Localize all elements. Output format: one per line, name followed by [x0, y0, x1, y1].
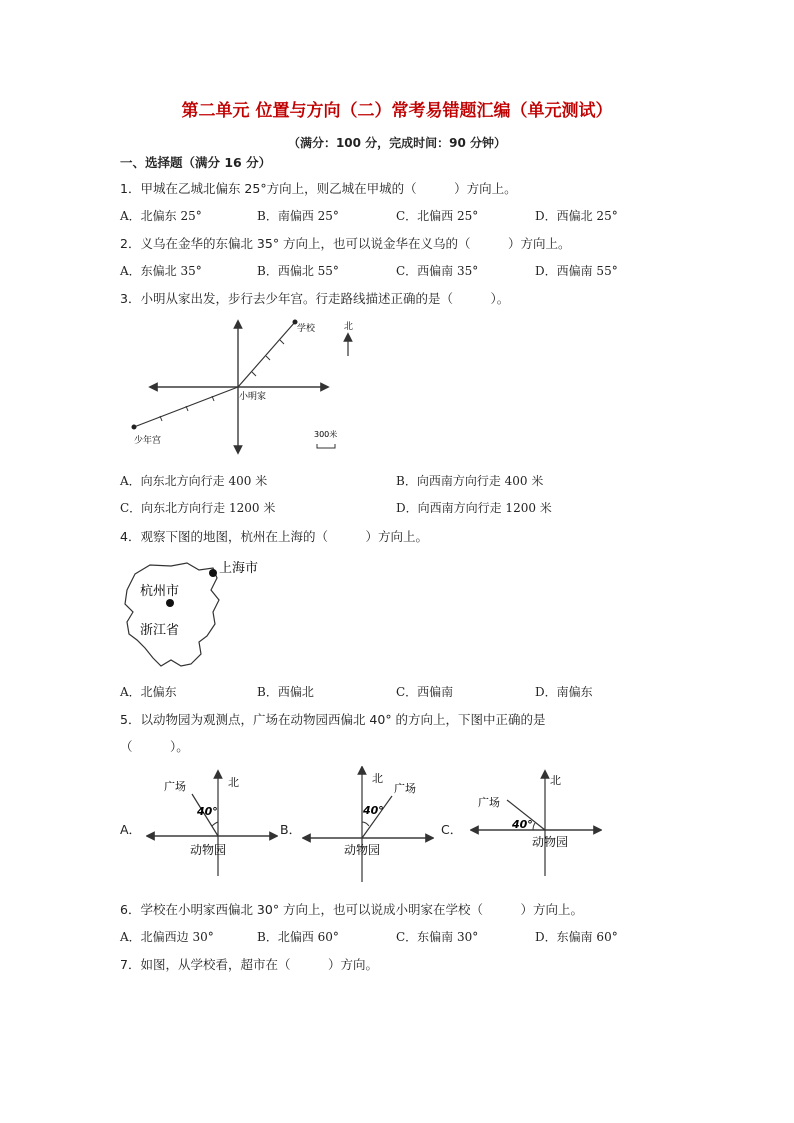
q2-option-c[interactable]: C．西偏南 35° — [396, 264, 479, 278]
q5-figure-b — [302, 766, 434, 886]
zoo-label: 动物园 — [344, 843, 381, 857]
question-5-cont: （ ）。 — [120, 739, 189, 754]
q1-option-b[interactable]: B．南偏西 25° — [257, 209, 339, 223]
route-to-school — [238, 322, 295, 387]
q4-option-b[interactable]: B．西偏北 — [257, 685, 314, 699]
q1-option-a[interactable]: A．北偏东 25° — [120, 209, 202, 223]
question-2: 2．义乌在金华的东偏北 35° 方向上，也可以说金华在义乌的（ ）方向上。 — [120, 236, 571, 251]
q5-option-b-label[interactable]: B． — [280, 822, 302, 837]
shanghai-dot — [209, 569, 217, 577]
north-label: 北 — [228, 776, 239, 789]
square-label: 广场 — [478, 796, 500, 809]
q6-option-a[interactable]: A．北偏西边 30° — [120, 930, 214, 944]
question-3: 3．小明从家出发，步行去少年宫。行走路线描述正确的是（ ）。 — [120, 291, 510, 306]
north-label: 北 — [372, 772, 383, 785]
q2-option-b[interactable]: B．西偏北 55° — [257, 264, 339, 278]
zhejiang-label: 浙江省 — [140, 623, 180, 638]
palace-point — [132, 425, 137, 430]
square-label: 广场 — [394, 782, 416, 795]
zoo-label: 动物园 — [190, 843, 227, 857]
q2-option-a[interactable]: A．东偏北 35° — [120, 264, 202, 278]
hangzhou-dot — [166, 599, 174, 607]
q3-option-b[interactable]: B．向西南方向行走 400 米 — [396, 474, 544, 488]
scale-bar — [317, 444, 335, 448]
q5-option-c-label[interactable]: C． — [441, 822, 463, 837]
angle-label: 40° — [197, 805, 218, 818]
q1-option-d[interactable]: D．西偏北 25° — [535, 209, 618, 223]
q3-option-c[interactable]: C．向东北方向行走 1200 米 — [120, 501, 276, 515]
scale-label: 300米 — [314, 430, 338, 439]
q4-option-d[interactable]: D．南偏东 — [535, 685, 593, 699]
angle-arc — [533, 823, 535, 830]
north-label: 北 — [344, 322, 354, 332]
q6-option-c[interactable]: C．东偏南 30° — [396, 930, 479, 944]
route-figure — [125, 312, 375, 462]
question-4: 4．观察下图的地图，杭州在上海的（ ）方向上。 — [120, 529, 428, 544]
q5-figure-c — [470, 768, 602, 880]
question-7: 7．如图，从学校看，超市在（ ）方向。 — [120, 957, 378, 972]
q6-option-d[interactable]: D．东偏南 60° — [535, 930, 618, 944]
section-heading: 一、选择题（满分 16 分） — [120, 155, 272, 170]
angle-label: 40° — [363, 804, 384, 817]
q1-option-c[interactable]: C．北偏西 25° — [396, 209, 479, 223]
q6-option-b[interactable]: B．北偏西 60° — [257, 930, 339, 944]
q3-option-d[interactable]: D．向西南方向行走 1200 米 — [396, 501, 552, 515]
palace-label: 少年宫 — [134, 436, 162, 446]
page-subtitle: （满分：100 分，完成时间：90 分钟） — [287, 136, 507, 150]
zoo-label: 动物园 — [532, 835, 569, 849]
question-5: 5．以动物园为观测点，广场在动物园西偏北 40° 的方向上，下图中正确的是 — [120, 712, 546, 727]
hangzhou-label: 杭州市 — [140, 584, 180, 599]
page-title: 第二单元 位置与方向（二）常考易错题汇编（单元测试） — [181, 101, 613, 121]
angle-arc — [362, 822, 369, 826]
angle-arc — [212, 822, 218, 826]
q2-option-d[interactable]: D．西偏南 55° — [535, 264, 618, 278]
question-1: 1．甲城在乙城北偏东 25°方向上，则乙城在甲城的（ ）方向上。 — [120, 181, 517, 196]
question-6: 6．学校在小明家西偏北 30° 方向上，也可以说成小明家在学校（ ）方向上。 — [120, 902, 584, 917]
shanghai-label: 上海市 — [219, 561, 259, 576]
route-ticks — [160, 340, 284, 421]
q4-option-c[interactable]: C．西偏南 — [396, 685, 454, 699]
school-label: 学校 — [297, 324, 316, 334]
q3-option-a[interactable]: A．向东北方向行走 400 米 — [120, 474, 268, 488]
home-label: 小明家 — [239, 392, 267, 402]
angle-label: 40° — [512, 818, 533, 831]
square-label: 广场 — [164, 780, 186, 793]
province-outline — [125, 563, 219, 666]
q5-option-a-label[interactable]: A． — [120, 822, 142, 837]
north-label: 北 — [550, 774, 561, 787]
direction-ray — [362, 796, 392, 838]
q5-figure-a — [146, 768, 278, 880]
zhejiang-map — [115, 556, 285, 674]
q4-option-a[interactable]: A．北偏东 — [120, 685, 177, 699]
